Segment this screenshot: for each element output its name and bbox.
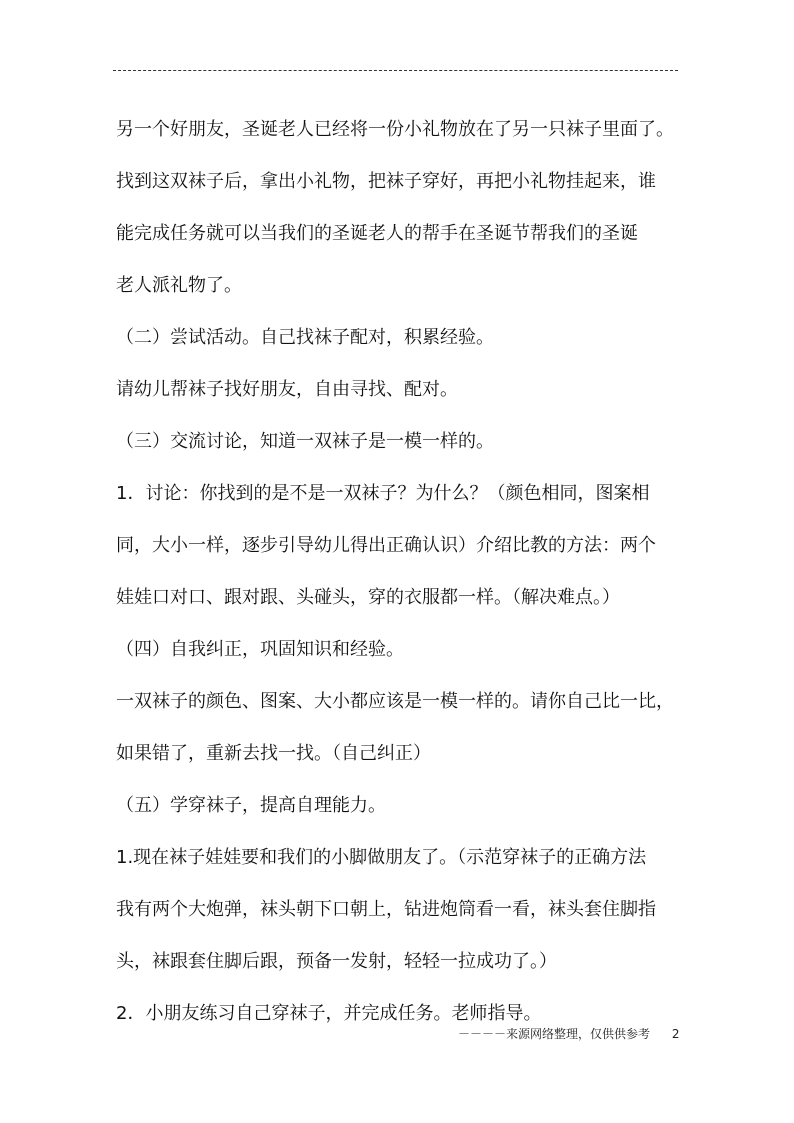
text-line: 1．讨论：你找到的是不是一双袜子？为什么？（颜色相同，图案相 xyxy=(116,483,650,504)
text-line: 一双袜子的颜色、图案、大小都应该是一模一样的。请你自己比一比， xyxy=(116,691,674,712)
text-line: 同，大小一样，逐步引导幼儿得出正确认识）介绍比教的方法：两个 xyxy=(116,535,656,556)
text-line: 1.现在袜子娃娃要和我们的小脚做朋友了。（示范穿袜子的正确方法 xyxy=(116,847,647,868)
text-line: 找到这双袜子后，拿出小礼物，把袜子穿好，再把小礼物挂起来，谁 xyxy=(116,171,656,192)
section-heading: （二）尝试活动。自己找袜子配对，积累经验。 xyxy=(116,327,494,348)
text-line: 另一个好朋友，圣诞老人已经将一份小礼物放在了另一只袜子里面了。 xyxy=(116,119,674,140)
text-line: 头，袜跟套住脚后跟，预备一发射，轻轻一拉成功了。） xyxy=(116,951,557,972)
text-line: 2．小朋友练习自己穿袜子，并完成任务。老师指导。 xyxy=(116,1003,542,1024)
page-number: 2 xyxy=(671,1027,680,1041)
text-line: 请幼儿帮袜子找好朋友，自由寻找、配对。 xyxy=(116,379,458,400)
text-line: 如果错了，重新去找一找。（自己纠正） xyxy=(116,743,431,764)
document-body xyxy=(116,104,696,1040)
text-line: 我有两个大炮弹，袜头朝下口朝上，钻进炮筒看一看，袜头套住脚指 xyxy=(116,899,656,920)
section-heading: （三）交流讨论，知道一双袜子是一模一样的。 xyxy=(116,431,494,452)
footer-source-note: －－－－来源网络整理，仅供供参考 xyxy=(458,1027,651,1041)
page-footer xyxy=(458,1026,679,1042)
header-dashed-rule xyxy=(113,70,678,71)
text-line: 能完成任务就可以当我们的圣诞老人的帮手在圣诞节帮我们的圣诞 xyxy=(116,223,638,244)
section-heading: （五）学穿袜子，提高自理能力。 xyxy=(116,795,386,816)
text-line: 娃娃口对口、跟对跟、头碰头，穿的衣服都一样。（解决难点。） xyxy=(116,587,620,608)
section-heading: （四）自我纠正，巩固知识和经验。 xyxy=(116,639,404,660)
text-line: 老人派礼物了。 xyxy=(116,275,242,296)
